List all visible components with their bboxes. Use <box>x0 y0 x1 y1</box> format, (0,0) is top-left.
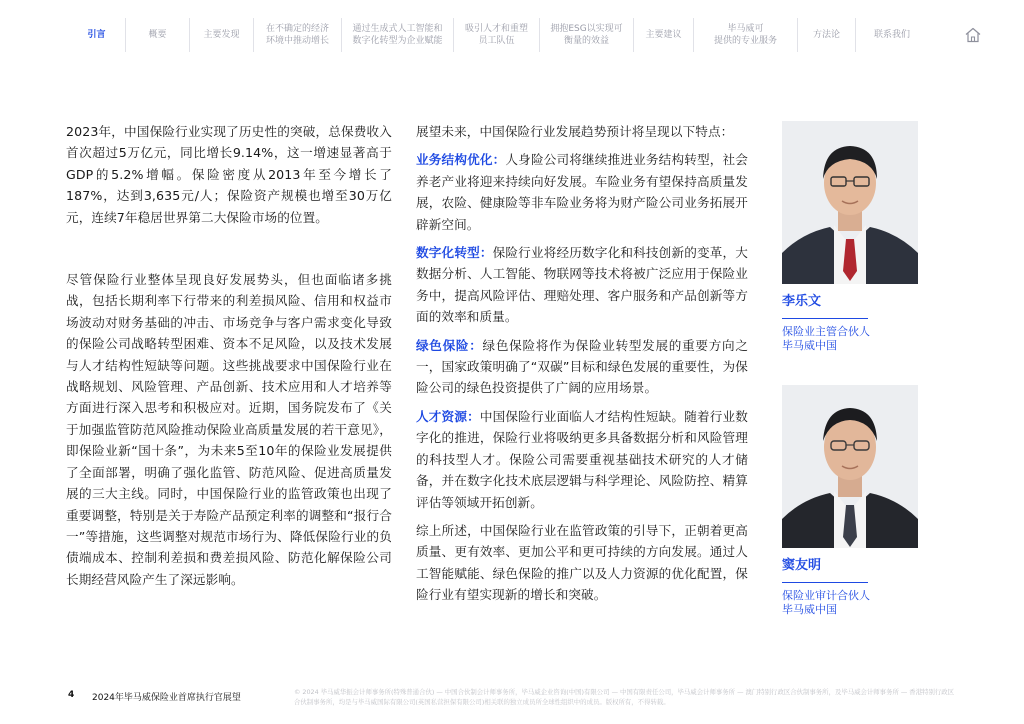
person-name: 窦友明 <box>782 558 822 573</box>
person-organization: 毕马威中国 <box>782 603 837 616</box>
nav-tab-introduction[interactable]: 引言 <box>68 18 126 52</box>
divider <box>782 318 868 319</box>
top-navigation <box>68 18 980 52</box>
legal-notice: © 2024 毕马威华振会计师事务所(特殊普通合伙) — 中国合伙制会计师事务所，毕马威企业咨询(中国)有限公司 — 中国有限责任公司，毕马威会计师事务所 — 澳门特别行政区合伙制事务所，及毕马威会计师事务所 — 香港特别行政区合伙制事务所，均是与毕马威国际有限公司(英国私营担保有限公司)相关联的独立成员所全球性组织中的成员。版权所有，不得转载。 <box>294 688 955 706</box>
person-card-li-lewen <box>782 121 918 353</box>
middle-column <box>416 121 748 613</box>
nav-tab-key-recommendations[interactable]: 主要建议 <box>634 18 694 52</box>
nav-tab-key-findings[interactable]: 主要发现 <box>190 18 254 52</box>
outlook-point-business-structure <box>416 149 748 235</box>
person-organization: 毕马威中国 <box>782 339 837 352</box>
outlook-intro: 展望未来，中国保险行业发展趋势预计将呈现以下特点： <box>416 124 734 139</box>
intro-paragraph-market-overview: 2023年，中国保险行业实现了历史性的突破，总保费收入首次超过5万亿元，同比增长9.14%，这一增速显著高于GDP的5.2%增幅。保险密度从2013年至今增长了187%，达到3,635元/人；保险资产规模也增至30万亿元，连续7年稳居世界第二大保险市场的位置。 <box>66 124 392 225</box>
point-text: 绿色保险将作为保险业转型发展的重要方向之一，国家政策明确了“双碳”目标和绿色发展的重要性，为保险公司的绿色投资提供了广阔的应用场景。 <box>416 337 749 396</box>
point-keyword: 数字化转型： <box>416 245 493 261</box>
point-keyword: 人才资源： <box>416 408 480 424</box>
outlook-conclusion: 综上所述，中国保险行业在监管政策的引导下，正朝着更高质量、更有效率、更加公平和更可持续的方向发展。通过人工智能赋能、绿色保险的推广以及人力资源的优化配置，保险行业有望实现新的增长和突破。 <box>416 522 748 603</box>
nav-tab-methodology[interactable]: 方法论 <box>798 18 856 52</box>
nav-tab-growth-uncertain-economy[interactable]: 在不确定的经济 环境中推动增长 <box>254 18 342 52</box>
outlook-point-talent <box>416 406 748 513</box>
portrait-photo <box>782 385 918 548</box>
portrait-photo <box>782 121 918 284</box>
person-card-dou-youming <box>782 385 918 617</box>
nav-tab-overview[interactable]: 概要 <box>126 18 190 52</box>
nav-tab-esg[interactable]: 拥抱ESG以实现可 衡量的效益 <box>540 18 634 52</box>
person-title: 保险业审计合伙人 <box>782 589 870 602</box>
outlook-point-green-insurance <box>416 335 748 399</box>
point-keyword: 业务结构优化： <box>416 152 506 168</box>
nav-tab-contact-us[interactable]: 联系我们 <box>873 30 910 40</box>
point-text: 中国保险行业面临人才结构性短缺。随着行业数字化的推进，保险行业将吸纳更多具备数据分析和风险管理的科技型人才。保险公司需要重视基础技术研究的人才储备，并在数字化技术底层逻辑与科学理论、风险防控、精算评估等领域开拓创新。 <box>416 408 748 510</box>
nav-tab-genai-digital-transformation[interactable]: 通过生成式人工智能和 数字化转型为企业赋能 <box>342 18 454 52</box>
point-text: 人身险公司将继续推进业务结构转型，社会养老产业将迎来持续向好发展。车险业务有望保持高质量发展，农险、健康险等非车险业务将为财产险公司业务拓展开辟新空间。 <box>416 152 748 232</box>
home-icon[interactable] <box>964 26 982 44</box>
person-title: 保险业主管合伙人 <box>782 325 870 338</box>
nav-tab-talent-workforce[interactable]: 吸引人才和重塑 员工队伍 <box>454 18 540 52</box>
person-name: 李乐文 <box>782 294 822 309</box>
left-column <box>66 121 392 590</box>
divider <box>782 582 868 583</box>
point-text: 保险行业将经历数字化和科技创新的变革，大数据分析、人工智能、物联网等技术将被广泛应用于保险业务中，提高风险评估、理赔处理、客户服务和产品创新等方面的效率和质量。 <box>416 245 748 325</box>
intro-paragraph-challenges: 尽管保险行业整体呈现良好发展势头，但也面临诸多挑战，包括长期利率下行带来的利差损风险、信用和权益市场波动对财务基础的冲击、市场竞争与客户需求变化导致的保险公司战略转型困难、资本不足风险，以及技术发展与人才结构性短缺等问题。这些挑战要求中国保险行业在战略规划、风险管理、产品创新、技术应用和人才培养等方面进行深入思考和积极应对。近期，国务院发布了《关于加强监管防范风险推动保险业高质量发展的若干意见》，即保险业新“国十条”，为未来5至10年的保险业发展提供了全面部署，明确了强化监管、防范风险、促进高质量发展的三大主线。同时，中国保险行业的监管政策也出现了重要调整，特别是关于寿险产品预定利率的调整和“报行合一”等措施，这些调整对规范市场行为、降低保险行业的负债端成本、控制利差损和费差损风险、防范化解保险公司长期经营风险产生了深远影响。 <box>66 272 392 587</box>
page-number: 4 <box>68 690 75 700</box>
point-keyword: 绿色保险： <box>416 337 483 353</box>
outlook-point-digital-transformation <box>416 242 748 328</box>
nav-tab-kpmg-services[interactable]: 毕马威可 提供的专业服务 <box>694 18 798 52</box>
report-title: 2024年毕马威保险业首席执行官展望 <box>92 693 241 703</box>
